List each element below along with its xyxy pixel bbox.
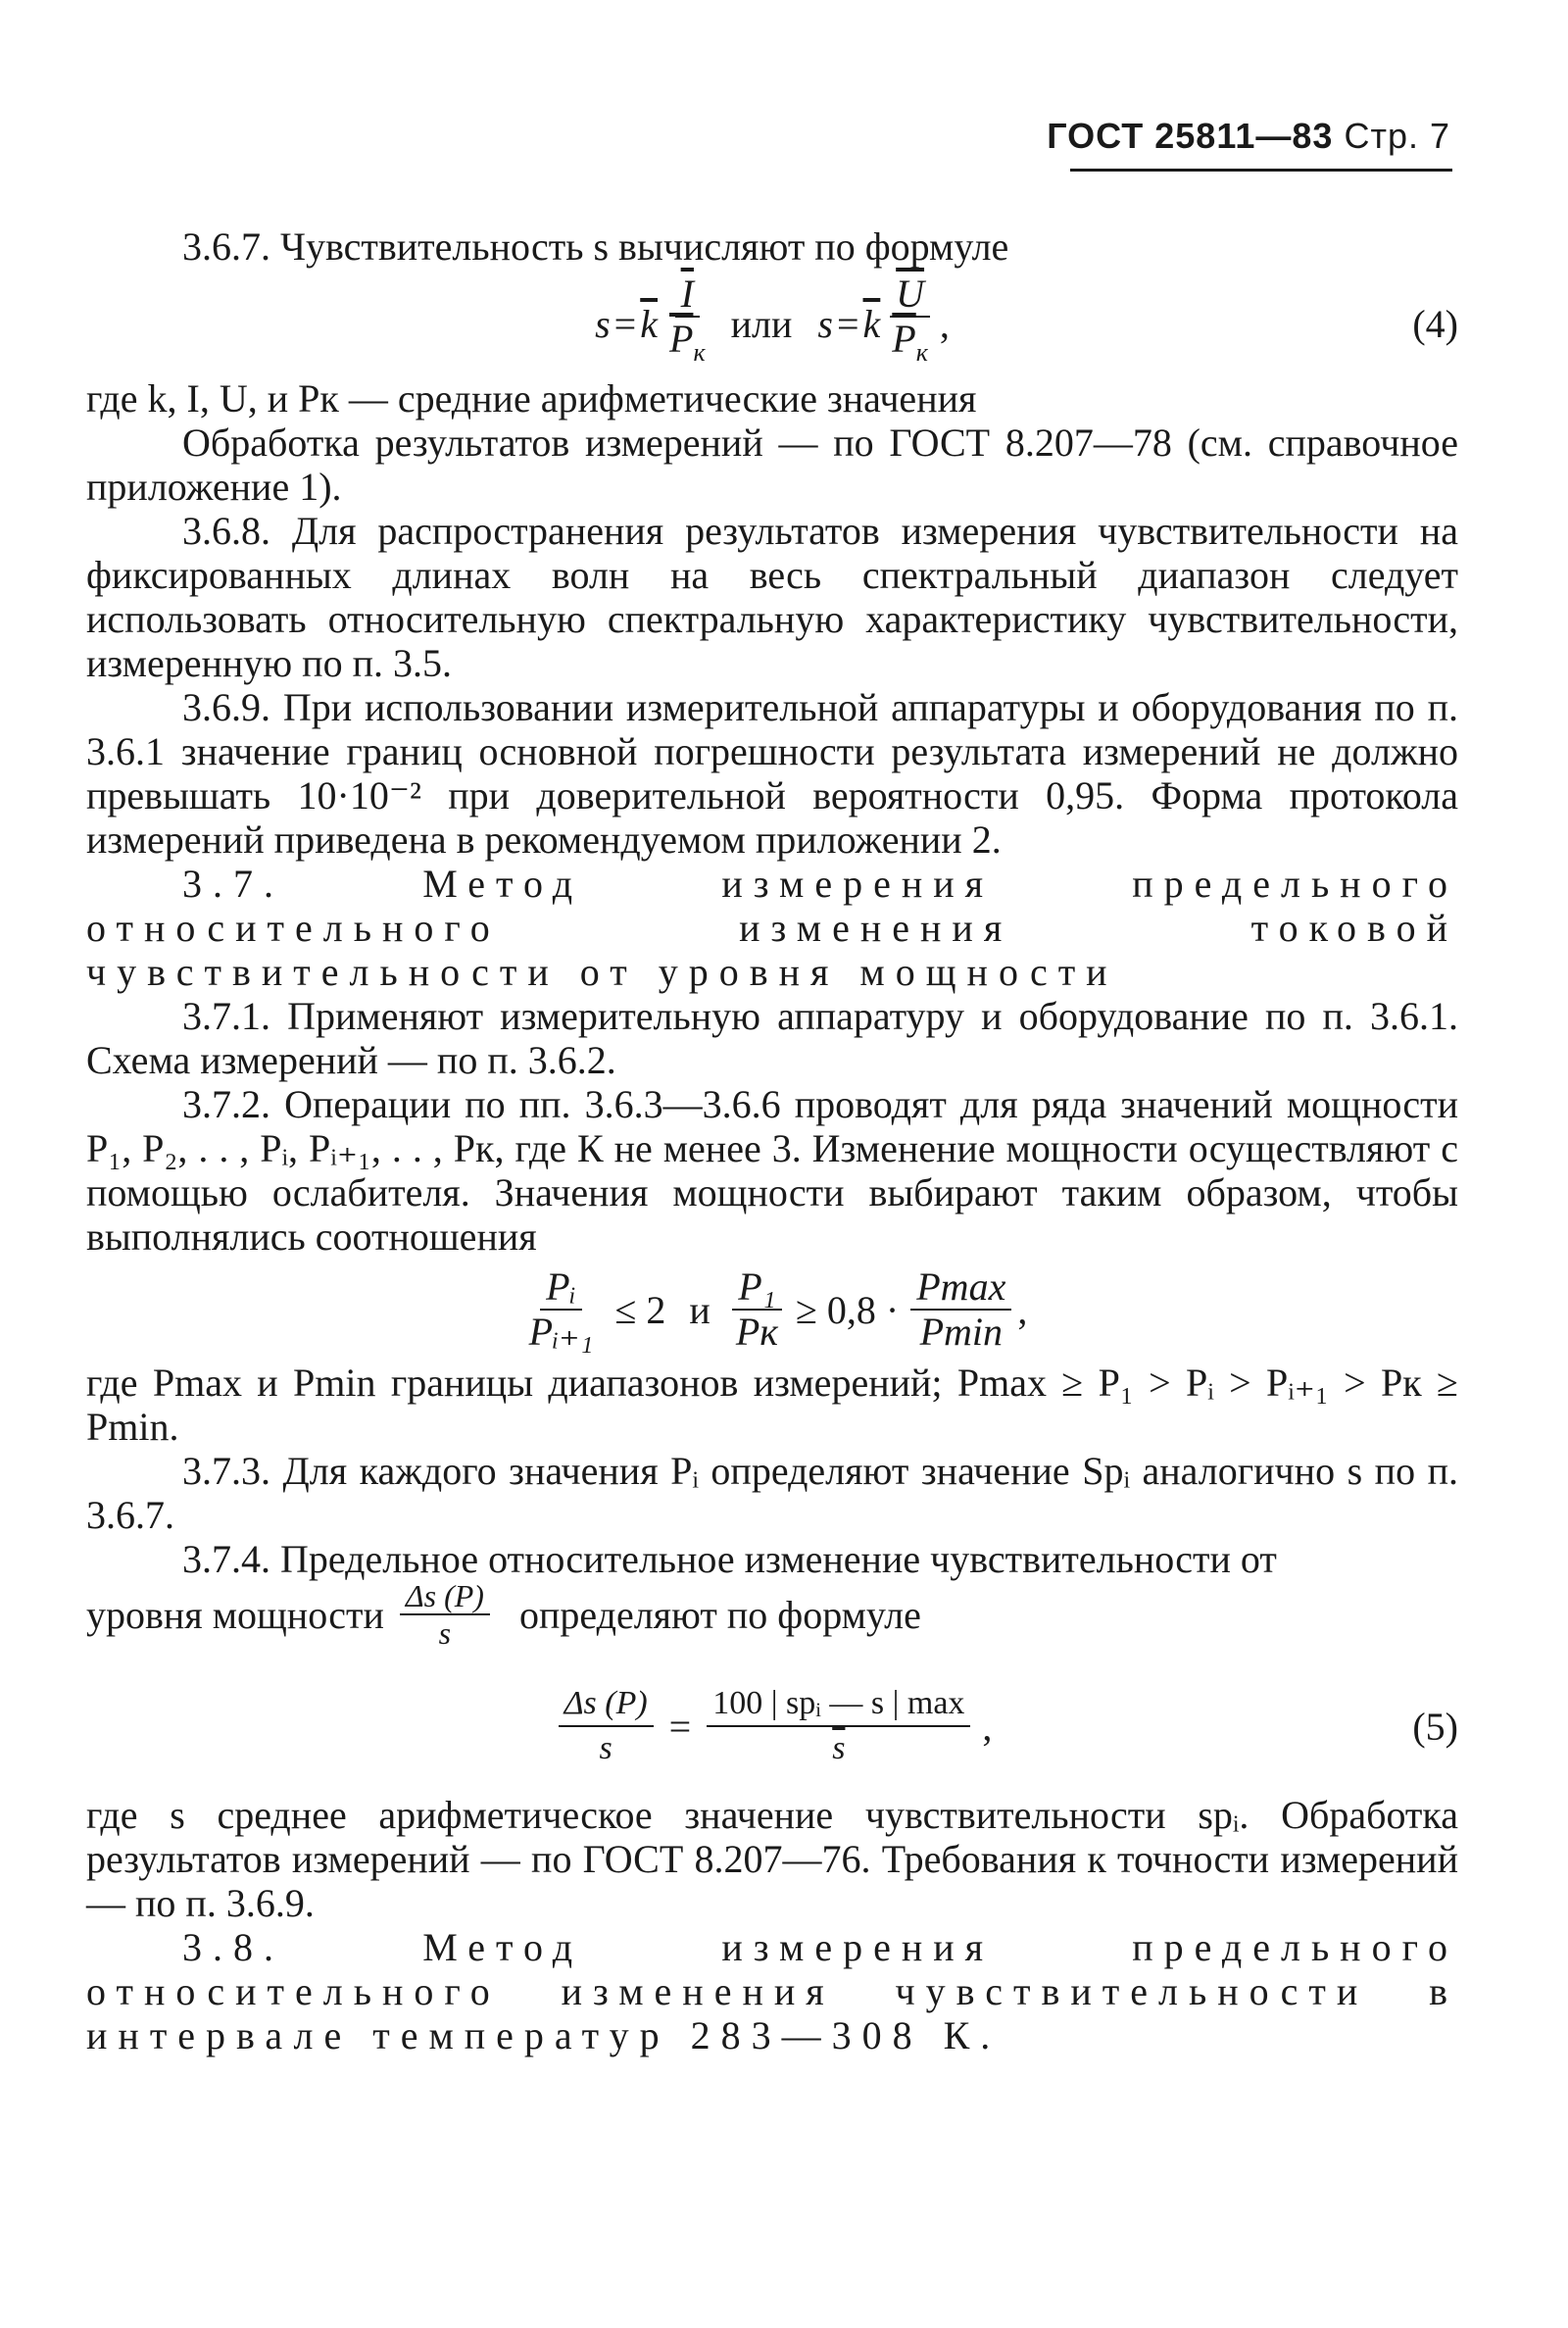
ratio-fraction-3 bbox=[910, 1265, 1011, 1354]
paragraph-3-7-4-lead: уровня мощности bbox=[86, 1592, 384, 1637]
where-definitions-3: где s среднее арифметическое значение чувствительности spᵢ. Обработка результатов измерений — по ГОСТ 8.207—76. Требования к точности измерений — по п. 3.6.9. bbox=[86, 1793, 1458, 1925]
ratio-den3: Pmin bbox=[919, 1310, 1003, 1354]
ratio-comma: , bbox=[1017, 1287, 1028, 1332]
paragraph-3-7-2: 3.7.2. Операции по пп. 3.6.3—3.6.6 проводят для ряда значений мощности P₁, P₂, . . , Pᵢ, Pᵢ₊₁, . . , Pк, где К не менее 3. Изменение мощности осуществляют с помощью ослабителя. Значения мощности выбирают таким образом, чтобы выполнялись соотношения bbox=[86, 1082, 1458, 1259]
paragraph-3-7-4-continuation bbox=[86, 1575, 1458, 1654]
paragraph-3-6-9: 3.6.9. При использовании измерительной аппаратуры и оборудования по п. 3.6.1 значение границ основной погрешности результата измерений не должно превышать 10·10⁻² при доверительной вероятности 0,95. Форма протокола измерений приведена в рекомендуемом приложении 2. bbox=[86, 685, 1458, 862]
ratio-fraction-1 bbox=[523, 1265, 600, 1354]
formula-4-k2: $\overline{k}$ bbox=[862, 301, 881, 346]
paragraph-3-7-3: 3.7.3. Для каждого значения Pᵢ определяют значение Spᵢ аналогично s по п. 3.6.7. bbox=[86, 1449, 1458, 1537]
standard-number: ГОСТ 25811—83 bbox=[1047, 116, 1334, 156]
formula-4-den2 bbox=[886, 318, 934, 374]
section-title-3-7: 3.7. Метод измерения предельного относительного изменения токовой чувствительности от уровня мощности bbox=[86, 862, 1458, 994]
paragraph-3-6-8: 3.6.8. Для распространения результатов измерения чувствительности на фиксированных длинах волн на весь спектральный диапазон следует использовать относительную спектральную характеристику чувствительности, измеренную по п. 3.5. bbox=[86, 509, 1458, 685]
formula-4-fraction-2 bbox=[886, 272, 934, 374]
formula-4-num2: $\overline{U}$ bbox=[890, 272, 930, 318]
formula-5-lhs bbox=[559, 1682, 654, 1770]
formula-5-number: (5) bbox=[1412, 1704, 1458, 1749]
inline-fraction bbox=[400, 1578, 490, 1651]
formula-4-den2-p: $\overline{P}$ bbox=[892, 317, 916, 361]
formula-4 bbox=[86, 272, 1458, 374]
paragraph-3-7-4: 3.7.4. Предельное относительное изменение чувствительности от bbox=[182, 1537, 1277, 1581]
paragraph-3-7-4-tail: определяют по формуле bbox=[518, 1592, 921, 1637]
processing-note-1: Обработка результатов измерений — по ГОСТ 8.207—78 (см. справочное приложение 1). bbox=[86, 421, 1458, 509]
formula-5-lhs-den: s bbox=[599, 1730, 612, 1766]
formula-4-lhs: s bbox=[595, 301, 611, 346]
page-header bbox=[1047, 116, 1450, 157]
formula-4-den1-p: $\overline{P}$ bbox=[669, 317, 694, 361]
formula-4-or: или bbox=[730, 301, 793, 346]
formula-4-den2-sub: к bbox=[915, 338, 928, 367]
formula-5-lhs-num: Δs (P) bbox=[559, 1682, 654, 1727]
formula-5 bbox=[86, 1667, 1458, 1785]
ratio-den1: Pᵢ₊₁ bbox=[528, 1310, 594, 1354]
formula-4-fraction-1 bbox=[663, 272, 711, 374]
page-content bbox=[86, 221, 1458, 2057]
ratio-fraction-2 bbox=[730, 1265, 784, 1354]
formula-4-num1: $\overline{I}$ bbox=[675, 272, 700, 318]
formula-ratio bbox=[86, 1259, 1458, 1361]
formula-4-den1 bbox=[663, 318, 711, 374]
formula-4-eq1: = bbox=[613, 301, 637, 346]
ratio-rel2: ≥ 0,8 · bbox=[795, 1287, 900, 1332]
ratio-rel1: ≤ 2 bbox=[614, 1287, 666, 1332]
page-number: Стр. 7 bbox=[1344, 116, 1450, 156]
formula-4-k1: $\overline{k}$ bbox=[640, 301, 658, 346]
formula-4-den1-sub: к bbox=[693, 338, 706, 367]
where-definitions-2: где Pmax и Pmin границы диапазонов измерений; Pmax ≥ P₁ > Pᵢ > Pᵢ₊₁ > Pк ≥ Pmin. bbox=[86, 1361, 1458, 1449]
formula-5-rhs-den: s bbox=[832, 1730, 846, 1766]
where-definitions-1: где k, I, U, и Pк — средние арифметические значения bbox=[86, 376, 977, 421]
ratio-num3: Pmax bbox=[910, 1265, 1011, 1311]
formula-5-comma: , bbox=[982, 1704, 993, 1749]
paragraph-3-6-7: 3.6.7. Чувствительность s вычисляют по формуле bbox=[182, 224, 1009, 269]
formula-5-rhs bbox=[707, 1682, 970, 1770]
formula-4-eq2: = bbox=[836, 301, 859, 346]
ratio-num1: Pᵢ bbox=[540, 1265, 582, 1311]
ratio-num2: P₁ bbox=[732, 1265, 781, 1311]
ratio-den2: Pк bbox=[735, 1310, 778, 1354]
section-title-3-8: 3.8. Метод измерения предельного относительного изменения чувствительности в интервале температур 283—308 К. bbox=[86, 1925, 1458, 2057]
inline-fraction-num: Δs (P) bbox=[400, 1578, 490, 1615]
paragraph-3-7-1: 3.7.1. Применяют измерительную аппаратуру и оборудование по п. 3.6.1. Схема измерений — по п. 3.6.2. bbox=[86, 994, 1458, 1082]
header-rule bbox=[1070, 169, 1452, 172]
formula-4-comma: , bbox=[939, 301, 950, 346]
formula-5-rhs-num: 100 | spᵢ — s | max bbox=[707, 1682, 970, 1727]
inline-fraction-den: s bbox=[438, 1615, 452, 1651]
formula-5-eq: = bbox=[668, 1704, 692, 1749]
formula-4-number: (4) bbox=[1412, 301, 1458, 346]
ratio-and: и bbox=[689, 1287, 710, 1332]
formula-4-lhs-2: s bbox=[817, 301, 833, 346]
